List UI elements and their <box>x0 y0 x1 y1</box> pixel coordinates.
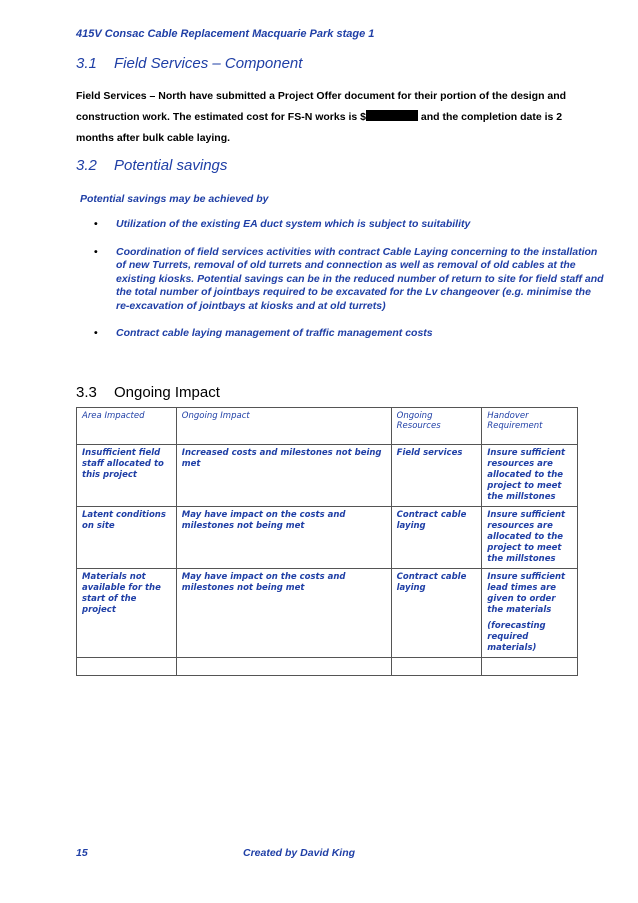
section-number: 3.3 <box>76 384 97 401</box>
table-row <box>77 507 578 569</box>
header-handover-requirement: Handover Requirement <box>482 408 578 445</box>
section-title: Ongoing Impact <box>114 384 220 401</box>
table-cell: May have impact on the costs and milestones not being met <box>176 507 391 569</box>
field-services-paragraph <box>76 86 576 149</box>
table-cell: Latent conditions on site <box>77 507 177 569</box>
table-cell: Insure sufficient resources are allocated to the project to meet the millstones <box>482 507 578 569</box>
table-cell: Insufficient field staff allocated to this project <box>77 445 177 507</box>
bullet-icon: • <box>94 327 98 339</box>
list-item: • Coordination of field services activities with contract Cable Laying concerning to the installation of new Turrets, removal of old turrets and connection as well as removal of old cables at the existing kiosks. Potential savings can be in the reduced number of return to site for field staff and the total number of jointbays required to be excavated for the Lv changeover (e.g. minimise the re-excavation of jointbays at kiosks and at old turrets) <box>94 245 604 312</box>
section-title: Potential savings <box>114 157 228 174</box>
table-cell <box>176 658 391 676</box>
table-cell: Contract cable laying <box>391 569 482 658</box>
table-row <box>77 445 578 507</box>
savings-intro: Potential savings may be achieved by <box>80 193 269 205</box>
savings-list <box>76 218 606 355</box>
table-cell <box>77 658 177 676</box>
section-3-1-heading <box>76 55 302 72</box>
table-row-empty <box>77 658 578 676</box>
header-ongoing-impact: Ongoing Impact <box>176 408 391 445</box>
section-title: Field Services – Component <box>114 55 303 72</box>
table-cell <box>391 658 482 676</box>
page-number: 15 <box>76 847 88 859</box>
bullet-icon: • <box>94 245 98 258</box>
section-number: 3.2 <box>76 157 97 174</box>
table-cell <box>482 658 578 676</box>
header-ongoing-resources: Ongoing Resources <box>391 408 482 445</box>
section-number: 3.1 <box>76 55 97 72</box>
table-cell: Insure sufficient resources are allocated to the project to meet the millstones <box>482 445 578 507</box>
table-cell: Increased costs and milestones not being met <box>176 445 391 507</box>
header-area-impacted: Area Impacted <box>77 408 177 445</box>
footer-author: Created by David King <box>243 847 356 859</box>
section-3-2-heading <box>76 157 227 174</box>
list-item: • Contract cable laying management of traffic management costs <box>94 327 433 339</box>
bullet-icon: • <box>94 218 98 230</box>
table-header-row <box>77 408 578 445</box>
table-row <box>77 569 578 658</box>
table-cell: Field services <box>391 445 482 507</box>
table-cell: Materials not available for the start of the project <box>77 569 177 658</box>
table-cell: May have impact on the costs and milestones not being met <box>176 569 391 658</box>
table-cell: Contract cable laying <box>391 507 482 569</box>
table-cell: Insure sufficient lead times are given to order the materials (forecasting required materials) <box>482 569 578 658</box>
redacted-amount <box>366 110 418 121</box>
paragraph-text-end: and the completion date is 2 months after bulk cable laying. <box>76 111 563 144</box>
list-item: • Utilization of the existing EA duct system which is subject to suitability <box>94 218 471 230</box>
paragraph-text-start: Field Services – North have submitted a Project Offer document for their portion of the design and construction work. The estimated cost for FS-N works is $ <box>76 90 567 123</box>
section-3-3-heading <box>76 384 220 401</box>
page-header: 415V Consac Cable Replacement Macquarie Park stage 1 <box>76 28 375 40</box>
ongoing-impact-table <box>76 407 578 676</box>
